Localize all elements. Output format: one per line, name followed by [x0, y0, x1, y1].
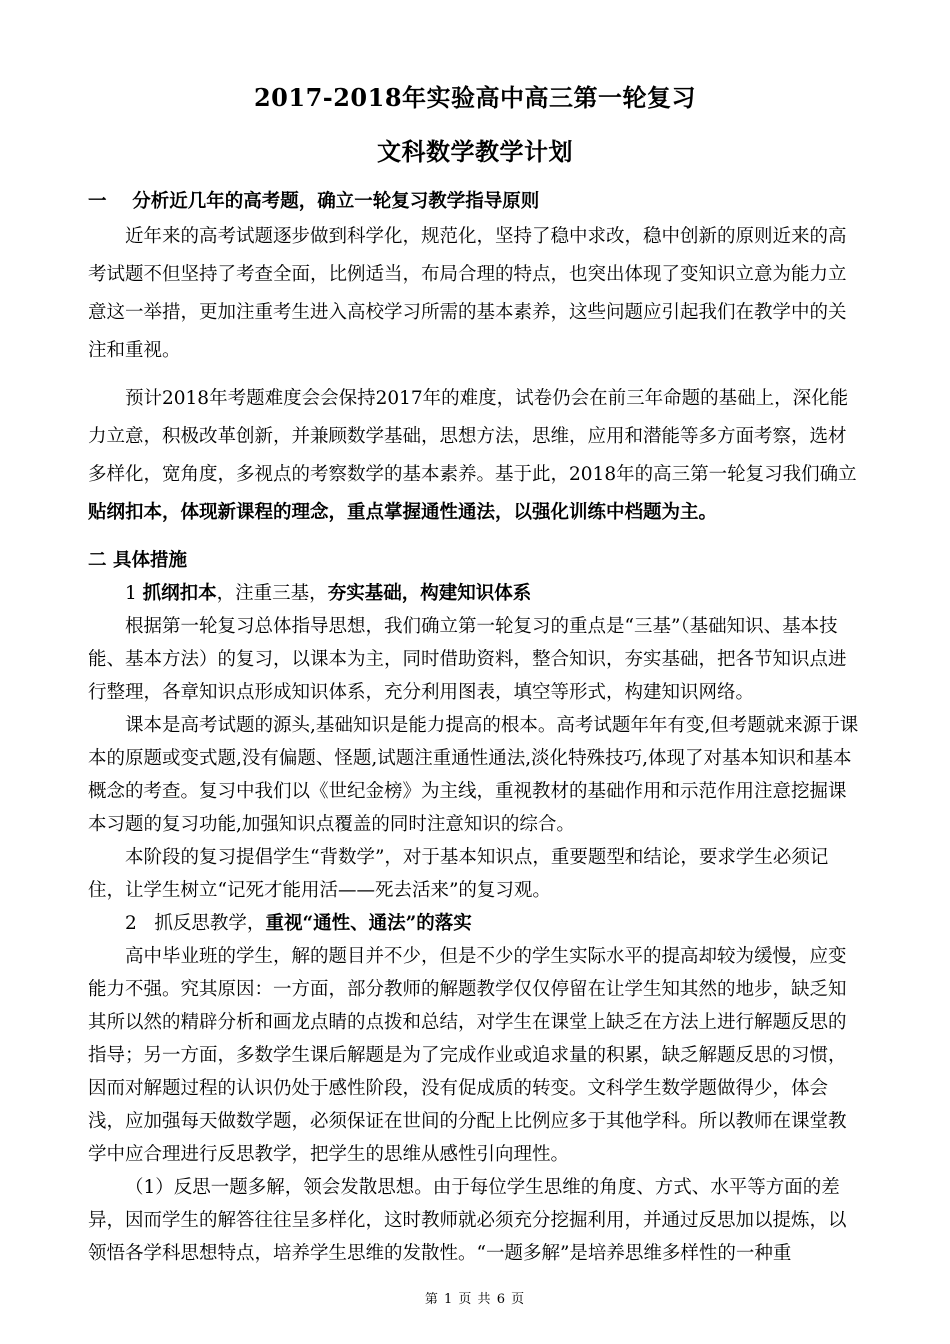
document-body: [88, 185, 863, 1270]
subsection1-paragraph1: 根据第一轮复习总体指导思想，我们确立第一轮复习的重点是“三基”（基础知识、基本技能、基本方法）的复习，以课本为主，同时借助资料，整合知识，夯实基础，把各节知识点进行整理，各章知识点形成知识体系，充分利用图表，填空等形式，构建知识网络。: [88, 616, 847, 703]
subsection2-paragraph1: 高中毕业班的学生，解的题目并不少，但是不少的学生实际水平的提高却较为缓慢，应变能力不强。究其原因：一方面，部分教师的解题教学仅仅停留在让学生知其然的地步，缺乏知其所以然的精辟分析和画龙点睛的点拨和总结，对学生在课堂上缺乏在方法上进行解题反思的指导；另一方面，多数学生课后解题是为了完成作业或追求量的积累，缺乏解题反思的习惯，因而对解题过程的认识仍处于感性阶段，没有促成质的转变。文科学生数学题做得少，体会浅，应加强每天做数学题，必须保证在世间的分配上比例应多于其他学科。所以教师在课堂教学中应合理进行反思教学，把学生的思维从感性引向理性。: [88, 946, 847, 1165]
subsection1-mid: ，注重三基，: [216, 583, 328, 604]
subsection1-paragraph3: 本阶段的复习提倡学生“背数学”，对于基本知识点，重要题型和结论，要求学生必须记住，让学生树立“记死才能用活——死去活来”的复习观。: [88, 847, 829, 901]
subsection2-paragraph2: （1）反思一题多解，领会发散思想。由于每位学生思维的角度、方式、水平等方面的差异，因而学生的解答往往呈多样化，这时教师就必须充分挖掘利用，并通过反思加以提炼，以领悟各学科思想特点，培养学生思维的发散性。“一题多解”是培养思维多样性的一种重: [88, 1177, 847, 1264]
page-footer: 第 1 页 共 6 页: [424, 1292, 526, 1307]
spacer: [88, 532, 863, 544]
subsection2-number: 2: [125, 913, 155, 934]
subsection1-paragraph2: 课本是高考试题的源头,基础知识是能力提高的根本。高考试题年年有变,但考题就来源于课本的原题或变式题,没有偏题、怪题,试题注重通性通法,淡化特殊技巧,体现了对基本知识和基本概念的考查。复习中我们以《世纪金榜》为主线，重视教材的基础作用和示范作用注意挖掘课本习题的复习功能,加强知识点覆盖的同时注意知识的综合。: [88, 715, 859, 835]
section2-heading: 二 具体措施: [88, 550, 187, 571]
document-subtitle: 文科数学教学计划: [377, 137, 573, 166]
subsection1-bold-b: 夯实基础，构建知识体系: [327, 583, 532, 604]
document-title: 2017-2018年实验高中高三第一轮复习: [253, 83, 697, 112]
subsection2-bold: 重视“通性、通法”的落实: [265, 913, 472, 934]
subsection2-plain: 抓反思教学，: [154, 913, 266, 934]
subsection1-heading: [88, 577, 863, 610]
spacer: [88, 370, 863, 380]
section1-paragraph2-text: 预计2018年考题难度会会保持2017年的难度，试卷仍会在前三年命题的基础上，深化能力立意，积极改革创新，并兼顾数学基础，思想方法，思维，应用和潜能等多方面考察，选材多样化，宽角度，多视点的考察数学的基本素养。基于此，2018年的高三第一轮复习我们确立: [88, 388, 857, 485]
section1-paragraph2-bold: 贴纲扣本，体现新课程的理念，重点掌握通性通法，以强化训练中档题为主。: [88, 502, 718, 523]
subsection2-heading: [88, 907, 863, 940]
section1-heading: 一 分析近几年的高考题，确立一轮复习教学指导原则: [88, 191, 540, 212]
section1-paragraph2: [88, 380, 863, 532]
subsection1-number: 1: [125, 583, 143, 604]
section1-paragraph1: 近年来的高考试题逐步做到科学化，规范化，坚持了稳中求改，稳中创新的原则近来的高考试题不但坚持了考查全面，比例适当，布局合理的特点，也突出体现了变知识立意为能力立意这一举措，更加注重考生进入高校学习所需的基本素养，这些问题应引起我们在教学中的关注和重视。: [88, 226, 847, 361]
subsection1-bold-a: 抓纲扣本: [142, 583, 217, 604]
